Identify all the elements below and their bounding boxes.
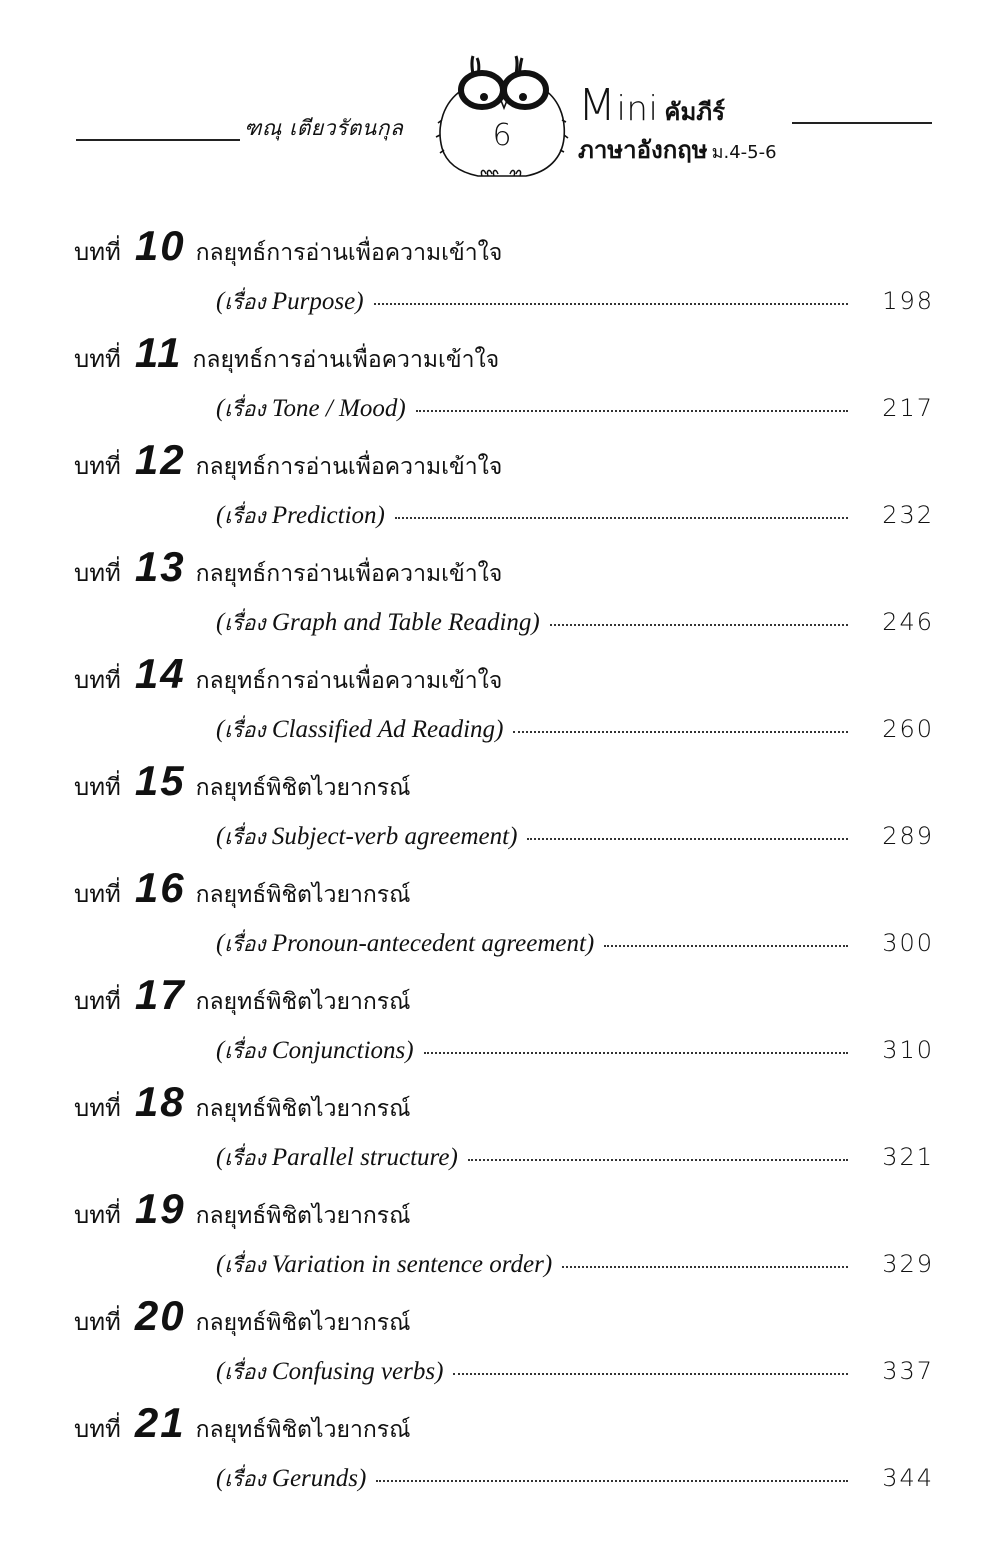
book-title-thai: คัมภีร์ [664,98,726,126]
chapter-title: กลยุทธ์พิชิตไวยากรณ์ [195,1417,411,1443]
dot-leader [395,517,848,519]
toc-entry[interactable] [0,436,992,543]
topic-prefix: เรื่อง [224,504,266,528]
chapter-topic-line [216,500,934,540]
chapter-heading [74,971,411,1021]
chapter-number: 19 [134,1185,186,1232]
header-rule-right [792,122,932,124]
chapter-heading [74,543,502,593]
topic-text: Parallel structure [271,1144,450,1171]
chapter-title: กลยุทธ์พิชิตไวยากรณ์ [195,882,411,908]
toc-entry[interactable] [0,543,992,650]
toc-entry[interactable] [0,650,992,757]
topic-text: Graph and Table Reading [271,609,532,636]
topic-prefix: เรื่อง [224,1146,266,1170]
chapter-number: 16 [134,864,186,911]
toc-entry[interactable] [0,222,992,329]
chapter-heading [74,436,502,486]
page-ref: 337 [882,1357,934,1385]
chapter-heading [74,650,502,700]
chapter-topic: (เรื่อง Graph and Table Reading) [216,609,540,636]
page-ref: 310 [882,1036,934,1064]
topic-prefix: เรื่อง [224,1360,266,1384]
chapter-heading [74,222,502,272]
chapter-heading [74,1078,411,1128]
page-ref: 217 [882,394,934,422]
dot-leader [374,303,848,305]
topic-text: Gerunds [271,1465,359,1492]
topic-prefix: เรื่อง [224,825,266,849]
chapter-title: กลยุทธ์พิชิตไวยากรณ์ [195,775,411,801]
chapter-title: กลยุทธ์พิชิตไวยากรณ์ [195,1203,411,1229]
chapter-number: 21 [134,1399,186,1446]
table-of-contents [0,222,992,1506]
chapter-label: บทที่ [74,880,121,908]
dot-leader [424,1052,848,1054]
toc-entry[interactable] [0,1399,992,1506]
chapter-number: 15 [134,757,186,804]
topic-prefix: เรื่อง [224,718,266,742]
page-ref: 289 [882,822,934,850]
chapter-title: กลยุทธ์พิชิตไวยากรณ์ [195,989,411,1015]
chapter-topic: (เรื่อง Subject-verb agreement) [216,823,518,850]
topic-prefix: เรื่อง [224,611,266,635]
chapter-heading [74,1185,411,1235]
chapter-topic-line [216,1463,934,1503]
chapter-number: 11 [134,329,183,376]
header-rule-left [76,139,240,141]
chapter-label: บทที่ [74,666,121,694]
topic-prefix: เรื่อง [224,1253,266,1277]
chapter-label: บทที่ [74,238,121,266]
dot-leader [527,838,848,840]
author-name: ฑณุ เตียวรัตนกุล [244,116,404,140]
dot-leader [468,1159,848,1161]
page-number: 6 [492,118,512,153]
chapter-number: 18 [134,1078,186,1125]
chapter-title: กลยุทธ์การอ่านเพื่อความเข้าใจ [192,347,500,373]
chapter-label: บทที่ [74,773,121,801]
chapter-label: บทที่ [74,1415,121,1443]
topic-prefix: เรื่อง [224,1467,266,1491]
chapter-label: บทที่ [74,1308,121,1336]
chapter-topic: (เรื่อง Conjunctions) [216,1037,414,1064]
dot-leader [513,731,848,733]
topic-text: Classified Ad Reading [271,716,496,743]
chapter-heading [74,757,411,807]
topic-prefix: เรื่อง [224,290,266,314]
dot-leader [376,1480,848,1482]
page-ref: 260 [882,715,934,743]
chapter-label: บทที่ [74,559,121,587]
book-subtitle: ภาษาอังกฤษ ม.4-5-6 [578,136,777,164]
page-ref: 198 [882,287,934,315]
chapter-topic-line [216,1356,934,1396]
chapter-topic-line [216,928,934,968]
dot-leader [562,1266,848,1268]
topic-prefix: เรื่อง [224,397,266,421]
chapter-number: 17 [134,971,186,1018]
chapter-label: บทที่ [74,1201,121,1229]
book-title [578,80,725,131]
chapter-topic: (เรื่อง Purpose) [216,288,364,315]
chapter-topic-line [216,286,934,326]
chapter-heading [74,1292,411,1342]
chapter-topic-line [216,607,934,647]
dot-leader [416,410,848,412]
chapter-topic: (เรื่อง Parallel structure) [216,1144,458,1171]
toc-entry[interactable] [0,1078,992,1185]
chapter-label: บทที่ [74,345,121,373]
chapter-topic: (เรื่อง Confusing verbs) [216,1358,444,1385]
chapter-title: กลยุทธ์การอ่านเพื่อความเข้าใจ [195,668,503,694]
chapter-topic: (เรื่อง Gerunds) [216,1465,367,1492]
chapter-label: บทที่ [74,452,121,480]
chapter-number: 10 [134,222,186,269]
chapter-title: กลยุทธ์การอ่านเพื่อความเข้าใจ [195,561,503,587]
page-ref: 344 [882,1464,934,1492]
dot-leader [453,1373,848,1375]
page-ref: 300 [882,929,934,957]
chapter-topic: (เรื่อง Pronoun-antecedent agreement) [216,930,595,957]
chapter-topic-line [216,821,934,861]
toc-entry[interactable] [0,1185,992,1292]
chapter-topic-line [216,714,934,754]
toc-entry[interactable] [0,329,992,436]
page-ref: 321 [882,1143,934,1171]
page-ref: 246 [882,608,934,636]
chapter-heading [74,864,411,914]
chapter-label: บทที่ [74,987,121,1015]
toc-entry[interactable] [0,864,992,971]
dot-leader [550,624,848,626]
topic-text: Variation in sentence order [271,1251,544,1278]
chapter-title: กลยุทธ์การอ่านเพื่อความเข้าใจ [195,454,503,480]
chapter-label: บทที่ [74,1094,121,1122]
topic-text: Confusing verbs [271,1358,436,1385]
topic-text: Tone / Mood [271,395,398,422]
topic-text: Prediction [271,502,377,529]
topic-text: Purpose [271,288,356,315]
chapter-title: กลยุทธ์การอ่านเพื่อความเข้าใจ [195,240,503,266]
topic-text: Pronoun-antecedent agreement [271,930,586,957]
chapter-title: กลยุทธ์พิชิตไวยากรณ์ [195,1310,411,1336]
chapter-topic-line [216,1249,934,1289]
book-title-mini: Mini [578,80,659,131]
chapter-number: 13 [134,543,186,590]
chapter-topic-line [216,1035,934,1075]
chapter-heading [74,329,499,379]
chapter-topic-line [216,393,934,433]
chapter-number: 12 [134,436,186,483]
grade-level: ม.4-5-6 [711,142,777,163]
topic-prefix: เรื่อง [224,1039,266,1063]
toc-entry[interactable] [0,757,992,864]
topic-prefix: เรื่อง [224,932,266,956]
chapter-topic: (เรื่อง Tone / Mood) [216,395,406,422]
chapter-number: 20 [134,1292,186,1339]
topic-text: Subject-verb agreement [271,823,510,850]
chapter-title: กลยุทธ์พิชิตไวยากรณ์ [195,1096,411,1122]
page-ref: 232 [882,501,934,529]
chapter-number: 14 [134,650,186,697]
chapter-topic: (เรื่อง Variation in sentence order) [216,1251,553,1278]
chapter-heading [74,1399,411,1449]
chapter-topic: (เรื่อง Prediction) [216,502,385,529]
toc-entry[interactable] [0,1292,992,1399]
page-header [0,0,992,200]
dot-leader [604,945,848,947]
owl-icon [422,50,582,180]
topic-text: Conjunctions [271,1037,406,1064]
toc-entry[interactable] [0,971,992,1078]
page-ref: 329 [882,1250,934,1278]
chapter-topic: (เรื่อง Classified Ad Reading) [216,716,504,743]
chapter-topic-line [216,1142,934,1182]
